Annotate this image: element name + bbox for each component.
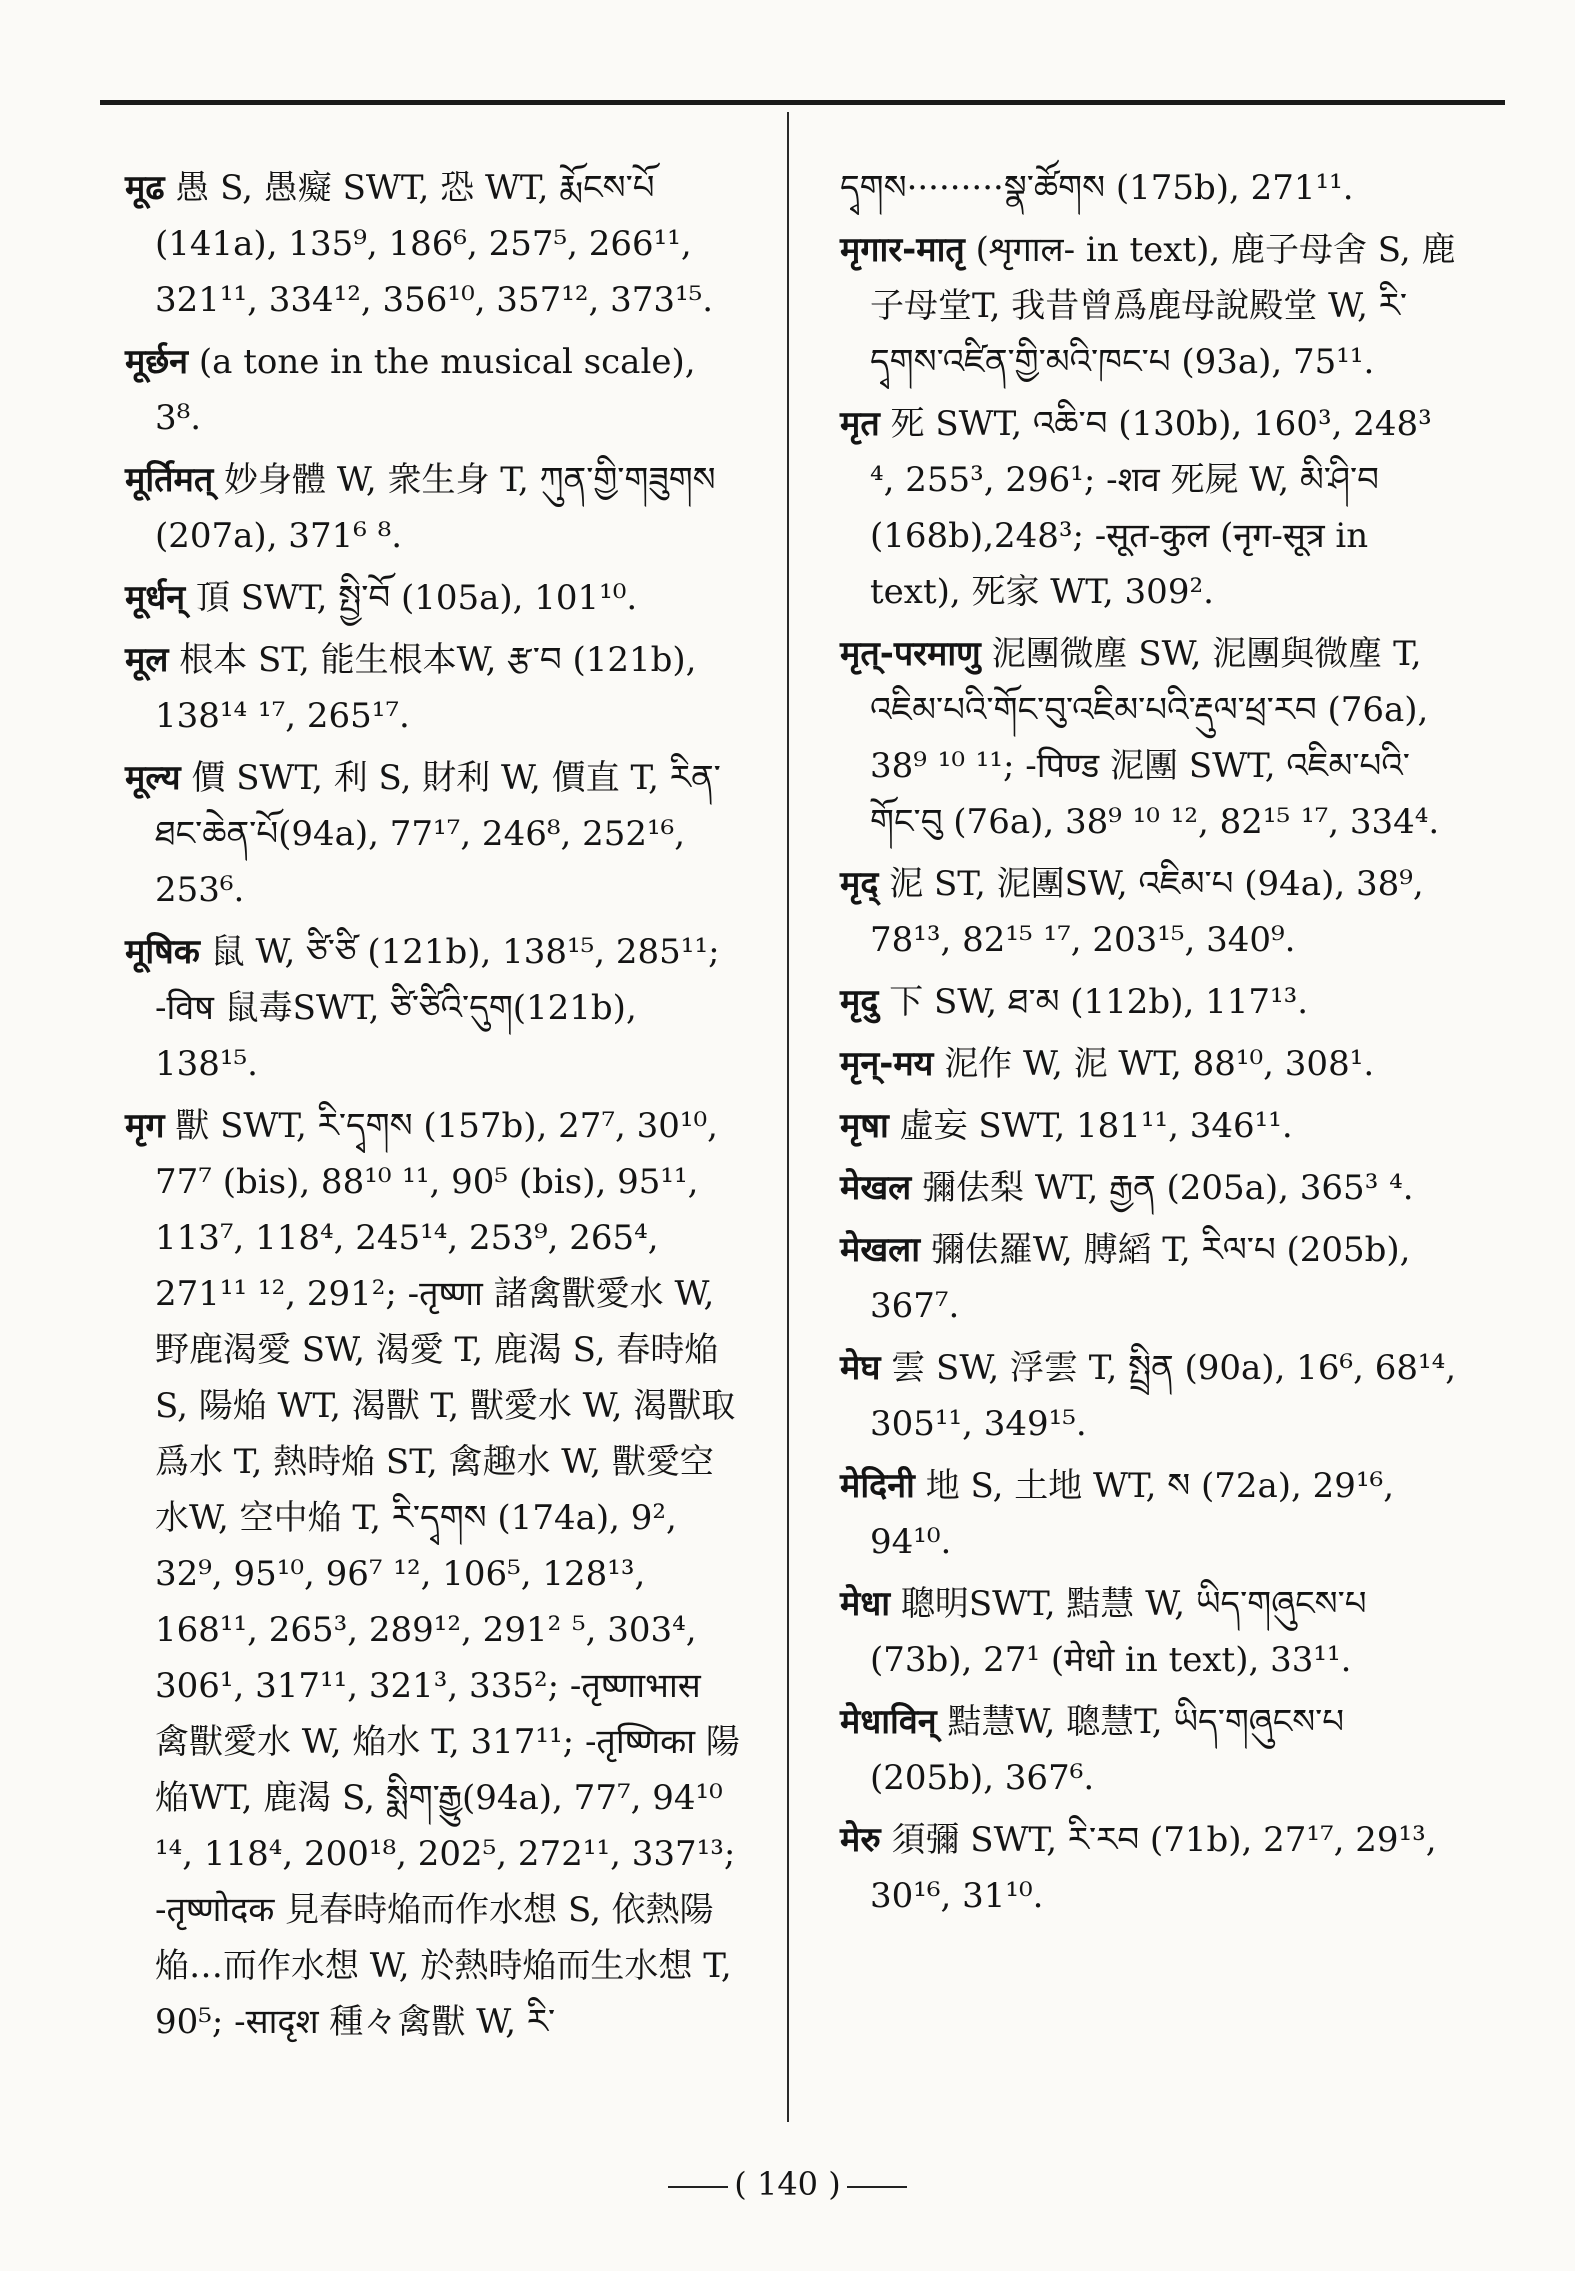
entry-body: 頂 SWT, སྤྱི་བོ (105a), 101¹⁰. bbox=[195, 578, 638, 618]
entry-headword: मूर्धन् bbox=[125, 578, 186, 618]
entry-body: 地 S, 土地 WT, ས (72a), 29¹⁶, 94¹⁰. bbox=[870, 1466, 1395, 1562]
left-column bbox=[125, 160, 745, 2056]
entry-body: 妙身體 W, 衆生身 T, ཀུན་གྱི་གཟུགས (207a), 371⁶ ⁸. bbox=[155, 460, 716, 556]
entry-headword: मेघ bbox=[840, 1348, 881, 1388]
entry-body: 價 SWT, 利 S, 財利 W, 價直 T, རིན་ཐང་ཆེན་པོ(94a), 77¹⁷, 246⁸, 252¹⁶, 253⁶. bbox=[155, 758, 721, 910]
entry-headword: मूढ bbox=[125, 168, 165, 208]
entry-body: 彌佉梨 WT, རྒྱན (205a), 365³ ⁴. bbox=[922, 1168, 1414, 1208]
dictionary-entry bbox=[840, 222, 1460, 390]
entry-body: 下 SW, ཐ་མ (112b), 117¹³. bbox=[889, 982, 1309, 1022]
dictionary-entry bbox=[840, 974, 1460, 1030]
entry-headword: मूर्छन bbox=[125, 342, 189, 382]
entry-body: 雲 SW, 浮雲 T, སྤྲིན (90a), 16⁶, 68¹⁴, 305¹¹, 349¹⁵. bbox=[870, 1348, 1457, 1444]
dictionary-entry bbox=[840, 626, 1460, 850]
entry-headword: मृत्-परमाणु bbox=[840, 634, 981, 674]
entry-headword: मेखला bbox=[840, 1230, 921, 1270]
entry-body: 泥作 W, 泥 WT, 88¹⁰, 308¹. bbox=[944, 1044, 1375, 1084]
entry-body: 根本 ST, 能生根本W, རྩ་བ (121b), 138¹⁴ ¹⁷, 265¹⁷. bbox=[155, 640, 697, 736]
entry-headword: मृत bbox=[840, 404, 880, 444]
dictionary-entry bbox=[125, 570, 745, 626]
entry-headword: मेधाविन् bbox=[840, 1702, 937, 1742]
entry-headword: मेदिनी bbox=[840, 1466, 915, 1506]
dictionary-entry bbox=[840, 160, 1460, 216]
dictionary-entry bbox=[840, 1222, 1460, 1334]
dictionary-entry bbox=[840, 1576, 1460, 1688]
entry-headword: मेखल bbox=[840, 1168, 912, 1208]
dictionary-entry bbox=[840, 1098, 1460, 1154]
dictionary-entry bbox=[840, 1694, 1460, 1806]
entry-headword: मूल्य bbox=[125, 758, 181, 798]
dictionary-entry bbox=[840, 856, 1460, 968]
entry-body: 獸 SWT, རི་དྭགས (157b), 27⁷, 30¹⁰, 77⁷ (bis), 88¹⁰ ¹¹, 90⁵ (bis), 95¹¹, 113⁷, 118⁴, 245¹⁴, 253⁹, 265⁴, 271¹¹ ¹², 291²; -तृष्णा 諸禽獸愛水 W, 野鹿渴愛 SW, 渴愛 T, 鹿渴 S, 春時焔 S, 陽焔 WT, 渴獸 T, 獸愛水 W, 渴獸取爲水 T, 熱時焔 ST, 禽趣水 W, 獸愛空水W, 空中焔 T, རི་དྭགས (174a), 9², 32⁹, 95¹⁰, 96⁷ ¹², 106⁵, 128¹³, 168¹¹, 265³, 289¹², 291² ⁵, 303⁴, 306¹, 317¹¹, 321³, 335²; -तृष्णाभास 禽獸愛水 W, 焔水 T, 317¹¹; -तृष्णिका 陽焔WT, 鹿渴 S, སྨིག་རྒྱུ(94a), 77⁷, 94¹⁰ ¹⁴, 118⁴, 200¹⁸, 202⁵, 272¹¹, 337¹³; -तृष्णोदक 見春時焔而作水想 S, 依熱陽焔…而作水想 W, 於熱時焔而生水想 T, 90⁵; -सादृश 種々禽獸 W, རི་ bbox=[155, 1106, 740, 2042]
entry-headword: मेधा bbox=[840, 1584, 891, 1624]
dictionary-entry bbox=[125, 334, 745, 446]
entry-body: 死 SWT, འཆི་བ (130b), 160³, 248³ ⁴, 255³, 296¹; -शव 死屍 W, མི་ཤི་བ (168b),248³; -सूत-कुल (नृग-सूत्र in text), 死家 WT, 309². bbox=[870, 404, 1432, 612]
right-column bbox=[840, 160, 1460, 1930]
entry-body: 鼠 W, ཙི་ཙི (121b), 138¹⁵, 285¹¹; -विष 鼠毒SWT, ཙི་ཙིའི་དུག(121b), 138¹⁵. bbox=[155, 932, 720, 1084]
dictionary-entry bbox=[125, 750, 745, 918]
entry-headword: मृग bbox=[125, 1106, 165, 1146]
dictionary-entry bbox=[840, 1160, 1460, 1216]
entry-headword: मेरु bbox=[840, 1820, 881, 1860]
entry-headword: मूर्तिमत् bbox=[125, 460, 214, 500]
dictionary-entry bbox=[125, 452, 745, 564]
entry-headword: मृगार-मातृ bbox=[840, 230, 965, 270]
dictionary-entry bbox=[125, 160, 745, 328]
entry-body: 泥團微塵 SW, 泥團與微塵 T, འཇིམ་པའི་གོང་བུ་འཇིམ་པའི་རྡུལ་ཕྲ་རབ (76a), 38⁹ ¹⁰ ¹¹; -पिण्ड 泥團 SWT, འཇིམ་པའི་གོང་བུ (76a), 38⁹ ¹⁰ ¹², 82¹⁵ ¹⁷, 334⁴. bbox=[870, 634, 1440, 842]
dictionary-entry bbox=[840, 396, 1460, 620]
entry-headword: मूल bbox=[125, 640, 169, 680]
dictionary-entry bbox=[840, 1812, 1460, 1924]
entry-body: 須彌 SWT, རི་རབ (71b), 27¹⁷, 29¹³, 30¹⁶, 31¹⁰. bbox=[870, 1820, 1437, 1916]
entry-body: 泥 ST, 泥團SW, འཇིམ་པ (94a), 38⁹, 78¹³, 82¹⁵ ¹⁷, 203¹⁵, 340⁹. bbox=[870, 864, 1424, 960]
dictionary-entry bbox=[840, 1458, 1460, 1570]
entry-body: (a tone in the musical scale), 3⁸. bbox=[155, 342, 696, 438]
page-number: 140 bbox=[756, 2165, 819, 2203]
page-footer: ( 140 ) bbox=[0, 2165, 1575, 2203]
entry-body: 彌佉羅W, 膊縚 T, རིལ་པ (205b), 367⁷. bbox=[870, 1230, 1411, 1326]
dictionary-entry bbox=[840, 1340, 1460, 1452]
dictionary-entry bbox=[125, 924, 745, 1092]
entry-headword: मृन्-मय bbox=[840, 1044, 934, 1084]
entry-headword: मूषिक bbox=[125, 932, 200, 972]
entry-headword: मृद् bbox=[840, 864, 879, 904]
top-rule bbox=[100, 100, 1505, 105]
dictionary-entry bbox=[840, 1036, 1460, 1092]
dictionary-entry bbox=[125, 632, 745, 744]
entry-body: 聰明SWT, 黠慧 W, ཡིད་གཞུངས་པ (73b), 27¹ (मेधो in text), 33¹¹. bbox=[870, 1584, 1367, 1680]
column-divider bbox=[787, 112, 789, 2122]
dictionary-entry bbox=[125, 1098, 745, 2050]
entry-body: དྭགས·········སྣ་ཚོགས (175b), 271¹¹. bbox=[840, 168, 1354, 208]
entry-headword: मृषा bbox=[840, 1106, 889, 1146]
entry-body: 黠慧W, 聰慧T, ཡིད་གཞུངས་པ (205b), 367⁶. bbox=[870, 1702, 1345, 1798]
entry-headword: मृदु bbox=[840, 982, 879, 1022]
entry-body: (शृगाल- in text), 鹿子母舍 S, 鹿子母堂T, 我昔曾爲鹿母說殿堂 W, རི་དྭགས་འཛིན་གྱི་མའི་ཁང་པ (93a), 75¹¹. bbox=[870, 230, 1456, 382]
entry-body: 愚 S, 愚癡 SWT, 恐 WT, རྨོངས་པོ (141a), 135⁹, 186⁶, 257⁵, 266¹¹, 321¹¹, 334¹², 356¹⁰, 357¹², 373¹⁵. bbox=[155, 168, 714, 320]
entry-body: 虛妄 SWT, 181¹¹, 346¹¹. bbox=[899, 1106, 1293, 1146]
